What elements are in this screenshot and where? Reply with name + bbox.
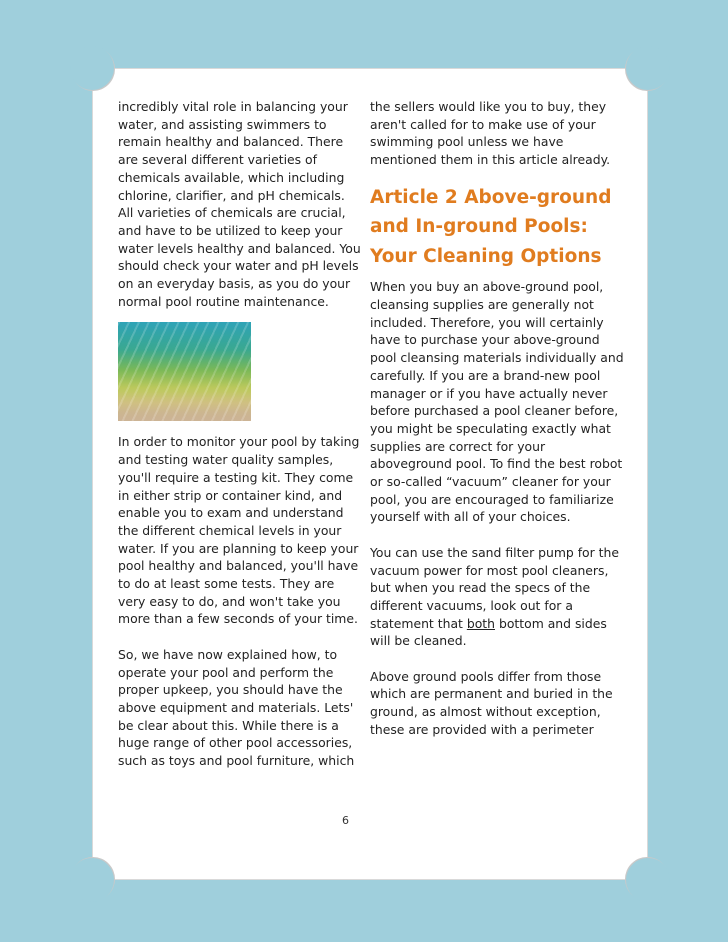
- right-column: [370, 98, 624, 739]
- paragraph: In order to monitor your pool by taking and testing water quality samples, you'll require a testing kit. They come in either strip or container kind, and enable you to exam and understand the different chemical levels in your water. If you are planning to keep your pool healthy and balanced, you'll have to do at least some tests. They are very easy to do, and won't take you more than a few seconds of your time.: [118, 434, 360, 627]
- paragraph-text: You can use the sand filter pump for the vacuum power for most pool cleaners, but when you read the specs of the different vacuums, look out for a statement that: [370, 544, 620, 631]
- paragraph: Above ground pools differ from those which are permanent and buried in the ground, as almost without exception, these are provided with a perimeter: [370, 668, 613, 737]
- corner-cutout: [626, 858, 670, 902]
- paragraph: the sellers would like you to buy, they aren't called for to make use of your swimming pool unless we have mentioned them in this article already.: [370, 99, 611, 168]
- paragraph: So, we have now explained how, to operate your pool and perform the proper upkeep, you should have the above equipment and materials. Lets' be clear about this. While there is a huge range of other pool accessories, such as toys and pool furniture, which: [118, 646, 355, 769]
- left-column: [118, 98, 364, 770]
- page-number: 6: [342, 814, 349, 827]
- corner-cutout: [70, 46, 114, 90]
- corner-cutout: [70, 858, 114, 902]
- underlined-word: both: [466, 615, 496, 631]
- paragraph: incredibly vital role in balancing your water, and assisting swimmers to remain healthy and balanced. There are several different varieties of chemicals available, which including chlorine, clarifier, and pH chemicals. All varieties of chemicals are crucial, and have to be utilized to keep your water levels healthy and balanced. You should check your water and pH levels on an everyday basis, as you do your normal pool routine maintenance.: [118, 99, 361, 309]
- paragraph: [370, 544, 624, 650]
- document-page: [92, 68, 648, 880]
- pool-water-image: [118, 322, 251, 421]
- paragraph: When you buy an above-ground pool, cleansing supplies are generally not included. Therefore, you will certainly have to purchase your above-ground pool cleansing materials individually and carefully. If you are a brand-new pool manager or if you have actually never before purchased a pool cleaner before, you might be speculating exactly what supplies are correct for your aboveground pool. To find the best robot or so-called “vacuum” cleaner for your pool, you are encouraged to familiarize yourself with all of your choices.: [370, 279, 624, 525]
- paragraph-text: bottom and sides will be cleaned.: [370, 615, 607, 649]
- article-heading: Article 2 Above-ground and In-ground Pools: Your Cleaning Options: [370, 186, 612, 267]
- corner-cutout: [626, 46, 670, 90]
